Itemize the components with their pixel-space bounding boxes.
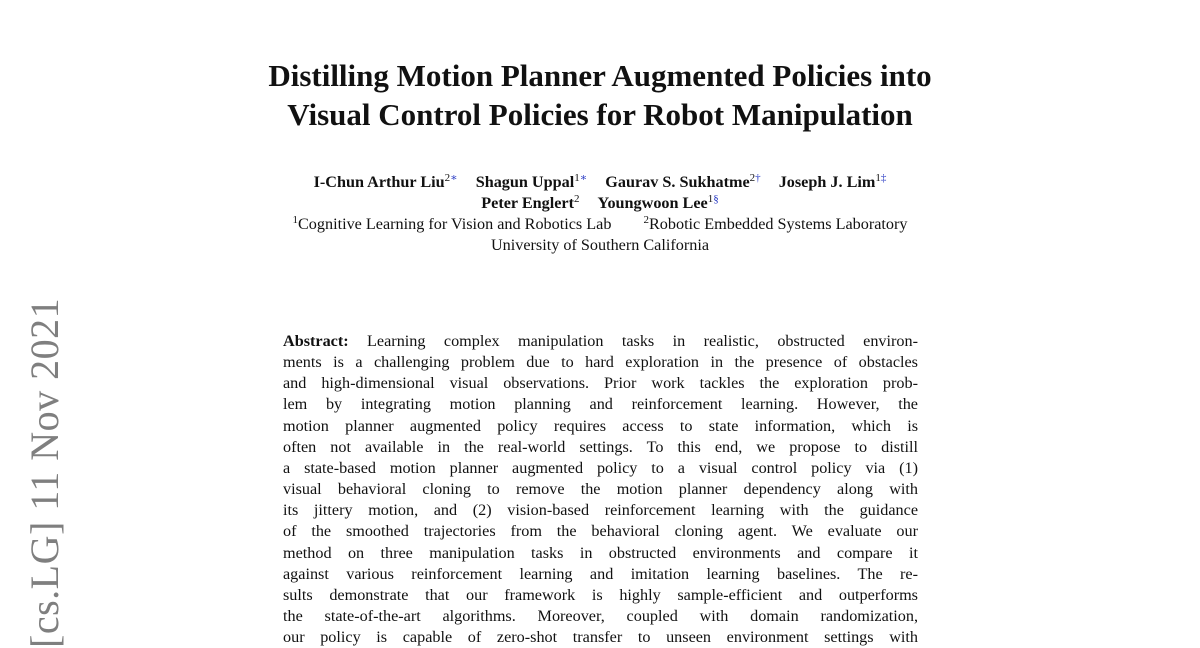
abstract-line: lem by integrating motion planning and reinforcement learning. However, the xyxy=(283,395,918,414)
abstract-line: ments is a challenging problem due to hard exploration in the presence of obstacles xyxy=(283,353,918,372)
author-name: Gaurav S. Sukhatme xyxy=(605,173,750,191)
author xyxy=(481,193,579,214)
abstract-line: method on three manipulation tasks in obstructed environments and compare it xyxy=(283,543,918,562)
author xyxy=(779,172,887,193)
abstract-line: the state-of-the-art algorithms. Moreover, coupled with domain randomization, xyxy=(283,607,918,626)
abstract-line: motion planner augmented policy requires access to state information, which is xyxy=(283,416,918,435)
abstract-label: Abstract: xyxy=(283,332,349,350)
author xyxy=(476,172,588,193)
title-line-1: Distilling Motion Planner Augmented Policies into xyxy=(268,58,932,93)
abstract-line: against various reinforcement learning and imitation learning baselines. The re- xyxy=(283,564,918,583)
abstract-line: our policy is capable of zero-shot transfer to unseen environment settings with xyxy=(283,628,918,647)
author xyxy=(314,172,458,193)
author-block xyxy=(0,172,1200,256)
abstract-line: and high-dimensional visual observations. Prior work tackles the exploration prob- xyxy=(283,374,918,393)
author-name: I-Chun Arthur Liu xyxy=(313,173,445,191)
author-affiliation: 2 xyxy=(574,193,580,205)
author-name: Joseph J. Lim xyxy=(778,173,876,191)
university-line: University of Southern California xyxy=(490,236,710,254)
author-line-1 xyxy=(0,172,1200,193)
author-affiliation: 2∗ xyxy=(444,172,458,184)
author-line-2 xyxy=(0,193,1200,214)
author xyxy=(598,193,719,214)
abstract-line: often not available in the real-world settings. To this end, we propose to distill xyxy=(283,437,918,456)
arxiv-stamp: [cs.LG] 11 Nov 2021 xyxy=(22,297,67,648)
affiliation: $^2$Robotic Embedded Systems Laboratory xyxy=(643,214,908,233)
title-line-2: Visual Control Policies for Robot Manipulation xyxy=(287,97,913,132)
author-name: Youngwoon Lee xyxy=(597,194,708,212)
abstract xyxy=(283,331,918,648)
abstract-line: its jittery motion, and (2) vision-based reinforcement learning with the guidance xyxy=(283,501,918,520)
abstract-line: a state-based motion planner augmented policy to a visual control policy via (1) xyxy=(283,458,918,477)
author-affiliation: 1∗ xyxy=(574,172,588,184)
abstract-line: sults demonstrate that our framework is highly sample-efficient and outperforms xyxy=(283,585,918,604)
author-affiliation: 2† xyxy=(749,172,761,184)
author-affiliation: 1§ xyxy=(707,193,719,205)
abstract-line: of the smoothed trajectories from the behavioral cloning agent. We evaluate our xyxy=(283,522,918,541)
author-affiliation: 1‡ xyxy=(875,172,887,184)
author-name: Peter Englert xyxy=(481,194,574,212)
affiliation: $^1$Cognitive Learning for Vision and Robotics Lab xyxy=(292,214,612,233)
author-name: Shagun Uppal xyxy=(475,173,575,191)
author xyxy=(605,172,760,193)
paper-title xyxy=(0,56,1200,134)
affiliations-line xyxy=(0,214,1200,235)
abstract-line: Abstract: Learning complex manipulation tasks in realistic, obstructed environ- xyxy=(283,332,918,350)
abstract-line: visual behavioral cloning to remove the motion planner dependency along with xyxy=(283,480,918,499)
